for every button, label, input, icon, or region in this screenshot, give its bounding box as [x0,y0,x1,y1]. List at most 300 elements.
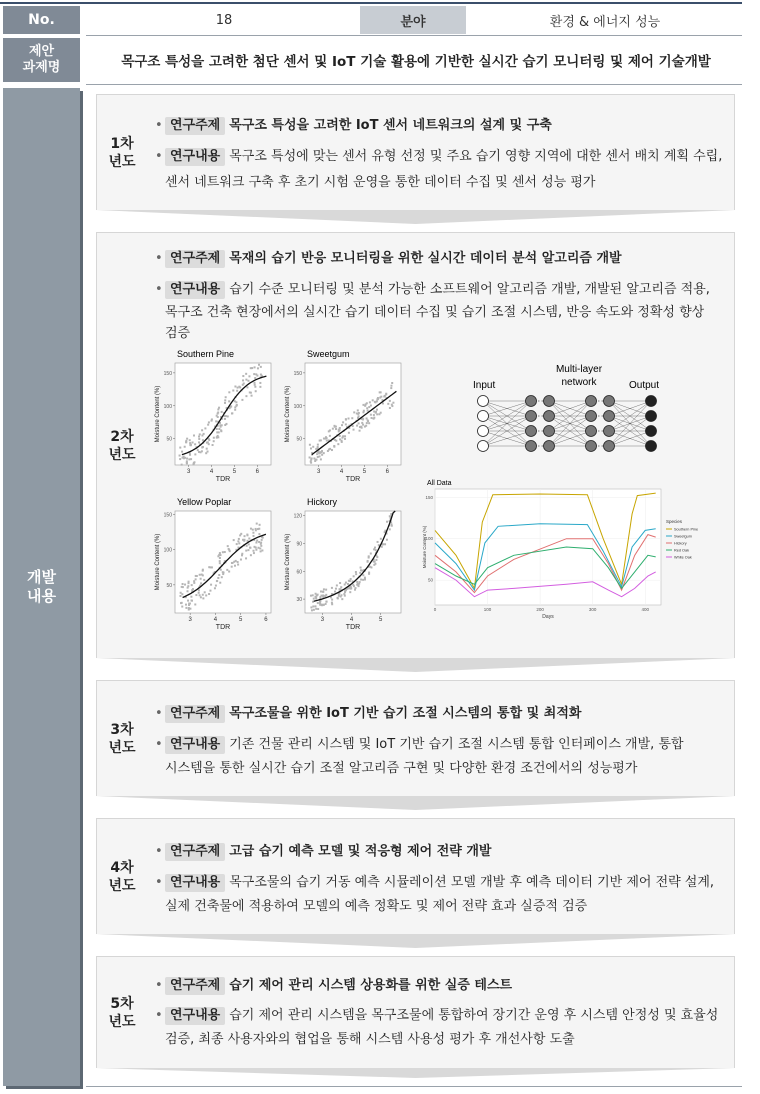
content-text: 습기 제어 관리 시스템을 목구조물에 통합하여 장기간 운영 후 시스템 안정성 및 효율성 [229,1008,719,1023]
data-point [236,543,238,545]
data-point [254,377,256,379]
nn-node [526,441,537,452]
data-point [349,580,351,582]
data-point [362,574,364,576]
data-point [222,573,224,575]
topic-line: • 연구주제 습기 제어 관리 시스템 상용화를 위한 실증 테스트 [155,978,513,993]
data-point [184,584,186,586]
data-point [374,547,376,549]
data-point [187,590,189,592]
data-point [353,585,355,587]
data-point [328,430,330,432]
data-point [185,604,187,606]
data-point [340,586,342,588]
data-point [370,414,372,416]
data-point [198,436,200,438]
data-point [253,373,255,375]
data-point [238,538,240,540]
data-point [315,608,317,610]
x-tick-label: 4 [349,617,354,623]
year-label: 3차 년도 [108,721,136,756]
data-point [181,464,183,466]
data-point [375,559,377,561]
data-point [218,407,220,409]
year-label: 5차 년도 [108,995,136,1030]
data-point [260,550,262,552]
content-line: • 연구내용 기존 건물 관리 시스템 및 IoT 기반 습기 조절 시스템 통합 인터페이스 개발, 통합 [155,737,684,752]
data-point [202,597,204,599]
plot-area [175,511,271,613]
data-point [364,578,366,580]
data-point [192,588,194,590]
data-point [245,379,247,381]
legend-label: Sweetgum [674,534,692,539]
data-point [253,382,255,384]
data-point [242,375,244,377]
data-point [245,395,247,397]
y-axis-label: Moisture Content (%) [155,385,161,443]
data-point [260,545,262,547]
data-point [310,606,312,608]
data-point [327,450,329,452]
data-point [380,538,382,540]
data-point [200,578,202,580]
content-badge: 연구내용 [165,736,225,754]
content-text: 기존 건물 관리 시스템 및 IoT 기반 습기 조절 시스템 통합 인터페이스 개발, 통합 [229,737,684,752]
data-point [361,570,363,572]
data-point [245,557,247,559]
data-point [340,594,342,596]
data-point [352,425,354,427]
data-point [224,551,226,553]
panel-title: Southern Pine [177,349,235,359]
data-point [195,594,197,596]
data-point [254,384,256,386]
data-point [201,434,203,436]
data-point [320,458,322,460]
data-point [207,451,209,453]
content-badge: 연구내용 [165,281,225,299]
data-point [380,391,382,393]
data-point [247,380,249,382]
panel-title: Sweetgum [307,349,350,359]
data-point [207,424,209,426]
topic-text: 목구조물을 위한 IoT 기반 습기 조절 시스템의 통합 및 최적화 [229,706,582,721]
data-point [324,595,326,597]
data-point [335,588,337,590]
y-axis-label: Moisture Content (%) [285,385,291,443]
data-point [260,374,262,376]
y-axis-label: Moisture Content (%) [422,525,427,569]
data-point [255,529,257,531]
data-point [199,574,201,576]
nn-hidden-label: Multi-layer [555,364,603,375]
data-point [384,543,386,545]
x-tick-label: 3 [317,469,321,475]
x-tick-label: 5 [362,469,367,475]
data-point [385,393,387,395]
data-point [250,367,252,369]
data-point [202,446,204,448]
data-point [249,547,251,549]
data-point [179,455,181,457]
scatter-panel [155,349,271,483]
topic-line: • 연구주제 목구조물을 위한 IoT 기반 습기 조절 시스템의 통합 및 최적화 [155,706,582,721]
data-point [261,549,263,551]
topic-text: 목구조 특성을 고려한 IoT 센서 네트워크의 설계 및 구축 [229,118,552,133]
field-value: 환경 & 에너지 성능 [549,14,661,30]
data-point [383,395,385,397]
data-point [339,435,341,437]
data-point [361,422,363,424]
content-text: 습기 수준 모니터링 및 분석 가능한 소프트웨어 알고리즘 개발, 개발된 알고리즘 적용, [229,282,710,297]
data-point [256,540,258,542]
data-point [312,446,314,448]
nn-node [544,411,555,422]
data-point [375,411,377,413]
data-point [356,425,358,427]
data-point [312,605,314,607]
data-point [200,582,202,584]
data-point [259,382,261,384]
year-label: 1차 년도 [108,135,136,170]
data-point [256,523,258,525]
divider [86,84,742,85]
data-point [234,409,236,411]
data-point [199,433,201,435]
data-point [335,428,337,430]
x-tick-label: 6 [385,469,389,475]
y-tick-label: 50 [427,577,433,583]
data-point [219,560,221,562]
nn-node [544,396,555,407]
data-point [252,532,254,534]
data-point [188,458,190,460]
data-point [344,595,346,597]
content-text: 검증 [165,326,191,341]
data-point [231,566,233,568]
nn-node [586,441,597,452]
data-point [254,546,256,548]
data-point [370,405,372,407]
data-point [224,399,226,401]
data-point [181,602,183,604]
no-value: 18 [215,12,233,28]
research-figure [151,345,731,655]
data-point [312,594,314,596]
panel-title: Yellow Poplar [177,497,232,507]
neural-network-diagram [473,364,659,452]
data-point [237,561,239,563]
title-label: 제안 과제명 [3,38,80,82]
data-point [219,582,221,584]
data-point [359,572,361,574]
nn-node [526,396,537,407]
data-point [205,594,207,596]
data-point [213,437,215,439]
data-point [391,382,393,384]
data-point [255,542,257,544]
nn-output-label: Output [629,380,660,391]
data-point [246,386,248,388]
data-point [386,539,388,541]
data-point [234,385,236,387]
content-badge: 연구내용 [165,874,225,892]
data-point [214,587,216,589]
x-tick-label: 5 [378,617,383,623]
data-point [331,599,333,601]
data-point [317,456,319,458]
data-point [320,590,322,592]
data-point [315,593,317,595]
nn-node [586,396,597,407]
data-point [351,417,353,419]
data-point [234,406,236,408]
nn-node [544,441,555,452]
year-5-box [96,956,735,1068]
data-point [344,438,346,440]
data-point [241,554,243,556]
data-point [349,591,351,593]
nn-node [646,426,657,437]
data-point [244,535,246,537]
x-axis-label: Days [542,614,554,620]
dev-content-label: 개발 내용 [3,88,80,1086]
x-tick-label: 3 [187,469,191,475]
data-point [240,559,242,561]
data-point [364,577,366,579]
legend-label: White Oak [674,555,692,560]
data-point [376,400,378,402]
data-point [208,443,210,445]
data-point [199,594,201,596]
data-point [357,413,359,415]
data-point [345,582,347,584]
data-point [323,452,325,454]
data-point [217,408,219,410]
data-point [192,441,194,443]
y-tick-label: 150 [163,512,172,519]
data-point [362,579,364,581]
data-point [204,591,206,593]
divider [86,35,742,36]
data-point [257,367,259,369]
topic-line: • 연구주제 목재의 습기 반응 모니터링을 위한 실시간 데이터 분석 알고리즘 개발 [155,251,622,266]
data-point [253,552,255,554]
data-point [197,449,199,451]
data-point [226,569,228,571]
data-point [337,597,339,599]
data-point [245,373,247,375]
y-tick-label: 150 [163,370,172,377]
content-text: 실제 건축물에 적용하여 모델의 예측 정확도 및 제어 전략 효과 실증적 검증 [165,899,588,914]
data-point [224,424,226,426]
data-point [366,417,368,419]
data-point [220,429,222,431]
data-point [374,401,376,403]
nn-node [646,411,657,422]
data-point [313,609,315,611]
data-point [333,445,335,447]
data-point [360,567,362,569]
data-point [323,588,325,590]
data-point [207,441,209,443]
data-point [370,553,372,555]
data-point [198,589,200,591]
data-point [311,457,313,459]
data-point [255,549,257,551]
data-point [314,605,316,607]
data-point [325,603,327,605]
data-point [188,607,190,609]
data-point [348,432,350,434]
nn-node [544,426,555,437]
data-point [377,541,379,543]
data-point [181,451,183,453]
y-tick-label: 100 [293,403,302,410]
data-point [326,440,328,442]
content-text: 시스템을 통한 실시간 습기 조절 알고리즘 구현 및 다양한 환경 조건에서의 성능평가 [165,761,638,776]
content-text: 검증, 최종 사용자와의 협업을 통해 시스템 사용성 평가 후 개선사항 도출 [165,1032,575,1047]
data-point [182,583,184,585]
data-point [381,546,383,548]
year-label: 4차 년도 [108,859,136,894]
data-point [258,541,260,543]
data-point [193,580,195,582]
data-point [317,444,319,446]
data-point [366,407,368,409]
data-point [252,529,254,531]
year-3-box [96,680,735,796]
data-point [187,600,189,602]
year-label: 2차 년도 [108,428,136,463]
data-point [252,535,254,537]
legend-label: Southern Pine [674,527,699,532]
data-point [181,593,183,595]
x-tick-label: 0 [433,607,437,612]
data-point [389,407,391,409]
data-point [336,584,338,586]
data-point [362,418,364,420]
data-point [234,400,236,402]
x-tick-label: 3 [188,617,192,623]
arrow-down [96,210,735,224]
data-point [345,423,347,425]
data-point [196,575,198,577]
arrow-down [96,796,735,810]
data-point [260,366,262,368]
data-point [259,386,261,388]
data-point [230,405,232,407]
data-point [179,595,181,597]
nn-input-label: Input [473,380,496,391]
data-point [320,595,322,597]
data-point [331,603,333,605]
data-point [193,434,195,436]
data-point [209,590,211,592]
data-point [309,456,311,458]
data-point [193,463,195,465]
proposal-title: 목구조 특성을 고려한 첨단 센서 및 IoT 기술 활용에 기반한 실시간 습기 모니터링 및 제어 기술개발 [121,54,711,70]
content-line: • 연구내용 습기 수준 모니터링 및 분석 가능한 소프트웨어 알고리즘 개발, 개발된 알고리즘 적용, [155,282,710,297]
data-point [345,418,347,420]
topic-line: • 연구주제 고급 습기 예측 모델 및 적응형 제어 전략 개발 [155,844,492,859]
data-point [366,402,368,404]
data-point [386,521,388,523]
topic-badge: 연구주제 [165,117,225,135]
data-point [195,578,197,580]
chart-title: All Data [427,480,452,487]
y-tick-label: 50 [166,436,172,443]
data-point [219,552,221,554]
data-point [228,391,230,393]
data-point [252,550,254,552]
data-point [356,581,358,583]
data-point [373,560,375,562]
topic-badge: 연구주제 [165,843,225,861]
data-point [335,426,337,428]
topic-text: 습기 제어 관리 시스템 상용화를 위한 실증 테스트 [229,978,513,993]
data-point [190,458,192,460]
data-point [248,537,250,539]
data-point [185,441,187,443]
nn-node [586,426,597,437]
data-point [350,578,352,580]
content-line: • 연구내용 목구조 특성에 맞는 센서 유형 선정 및 주요 습기 영향 지역에 대한 센서 배치 계획 수립, [155,149,723,164]
data-point [348,418,350,420]
data-point [353,429,355,431]
data-point [189,439,191,441]
data-point [227,545,229,547]
content-text: 목구조물의 습기 거동 예측 시뮬레이션 모델 개발 후 예측 데이터 기반 제어 전략 설계, [229,875,715,890]
data-point [228,571,230,573]
data-point [212,444,214,446]
data-point [325,601,327,603]
year-4-box [96,818,735,934]
x-axis-label: TDR [215,476,231,483]
data-point [341,598,343,600]
scatter-panel [285,349,401,483]
data-point [194,443,196,445]
data-point [247,549,249,551]
y-tick-label: 120 [293,513,302,520]
data-point [373,564,375,566]
field-label: 분야 [360,6,466,34]
data-point [260,543,262,545]
data-point [243,539,245,541]
data-point [353,411,355,413]
data-point [258,364,260,366]
no-label: No. [3,6,80,34]
data-point [220,569,222,571]
x-tick-label: 5 [232,469,237,475]
nn-node [646,441,657,452]
data-point [215,420,217,422]
data-point [200,596,202,598]
data-point [367,561,369,563]
data-point [211,420,213,422]
data-point [246,534,248,536]
data-point [216,428,218,430]
data-point [250,528,252,530]
data-point [241,399,243,401]
data-point [221,411,223,413]
data-point [322,591,324,593]
data-point [222,551,224,553]
data-point [353,575,355,577]
data-point [338,595,340,597]
panel-title: Hickory [307,497,338,507]
